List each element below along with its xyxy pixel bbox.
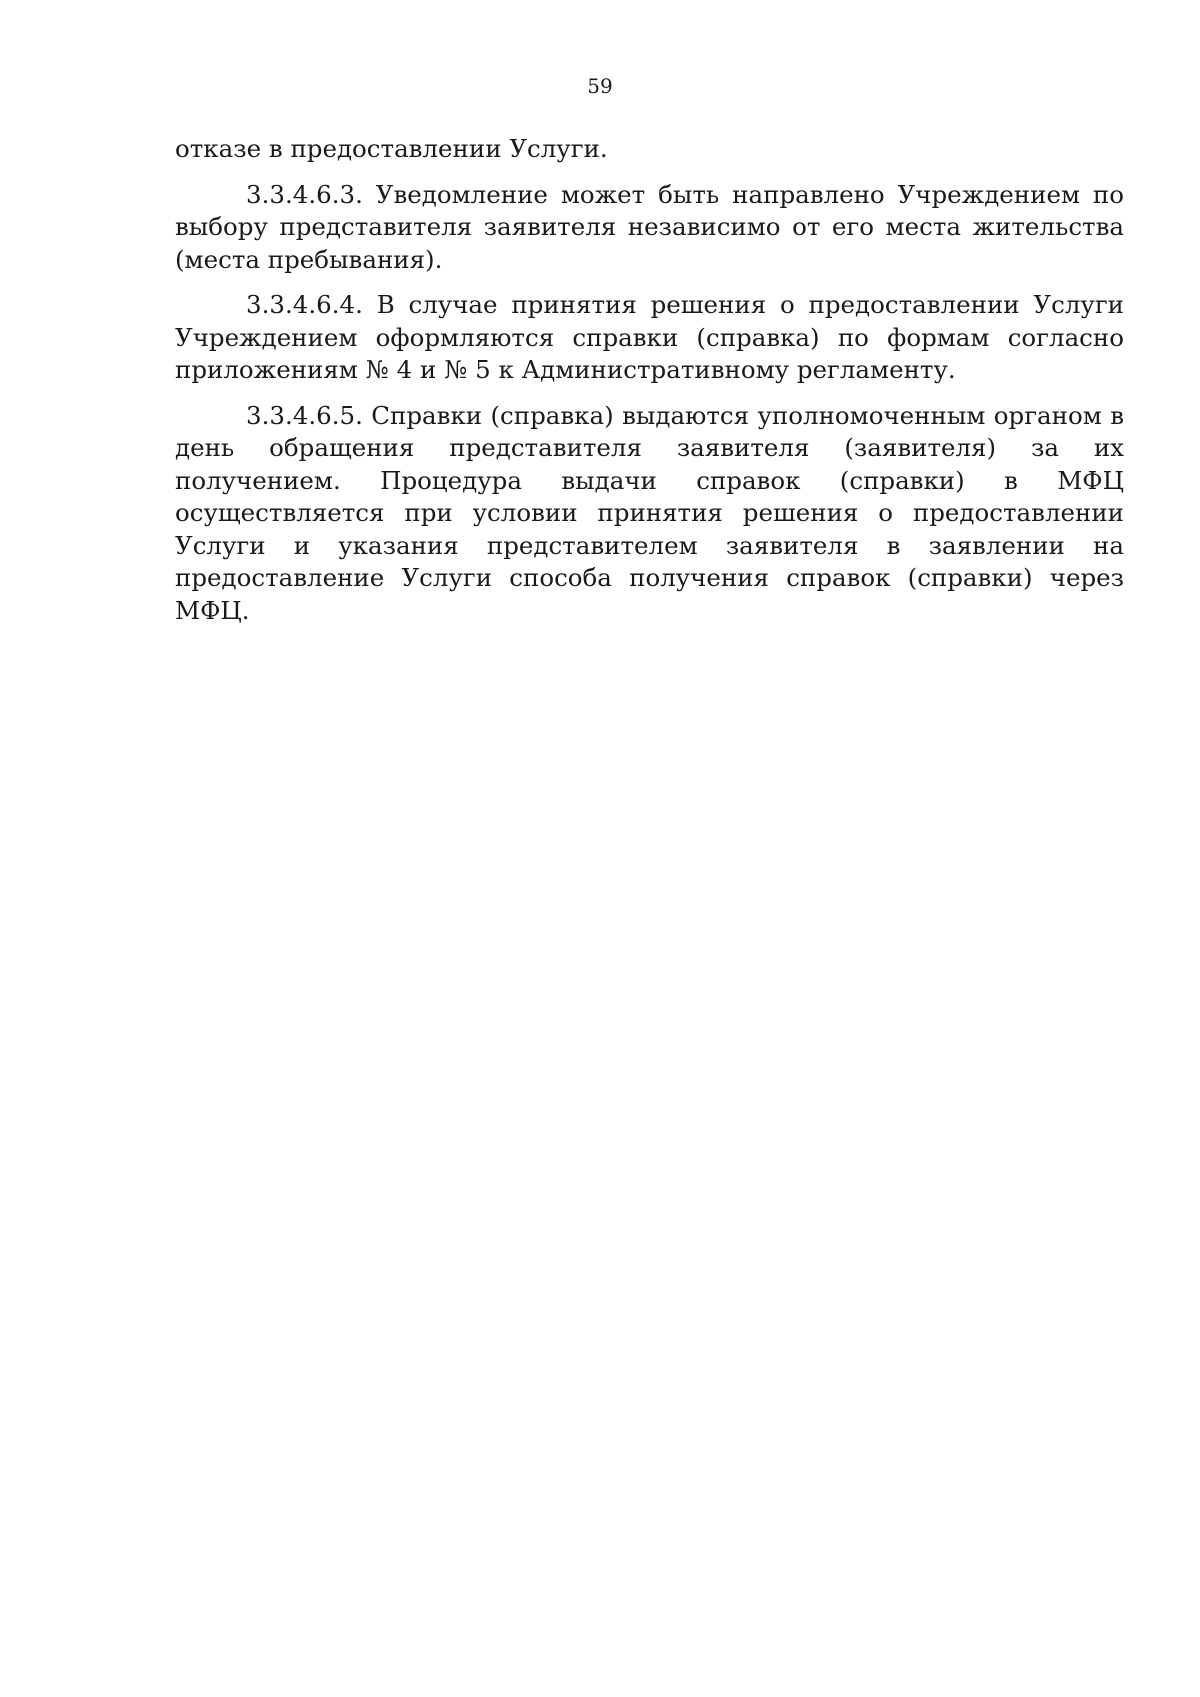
paragraph-3-3-4-6-3: 3.3.4.6.3. Уведомление может быть направлено Учреждением по выбору представителя заявителя независимо от его места жительства (места пребывания). [175, 179, 1124, 274]
page-number: 59 [587, 74, 613, 98]
paragraph-3-3-4-6-5: 3.3.4.6.5. Справки (справка) выдаются уполномоченным органом в день обращения представителя заявителя (заявителя) за их получением. Процедура выдачи справок (справки) в МФЦ осуществляется при условии принятия решения о предоставлении Услуги и указания представителем заявителя в заявлении на предоставление Услуги способа получения справок (справки) через МФЦ. [175, 400, 1124, 625]
document-body [175, 133, 1124, 640]
paragraph-3-3-4-6-4: 3.3.4.6.4. В случае принятия решения о предоставлении Услуги Учреждением оформляются справки (справка) по формам согласно приложениям № 4 и № 5 к Административному регламенту. [175, 290, 1124, 384]
paragraph-continuation: отказе в предоставлении Услуги. [175, 134, 608, 163]
